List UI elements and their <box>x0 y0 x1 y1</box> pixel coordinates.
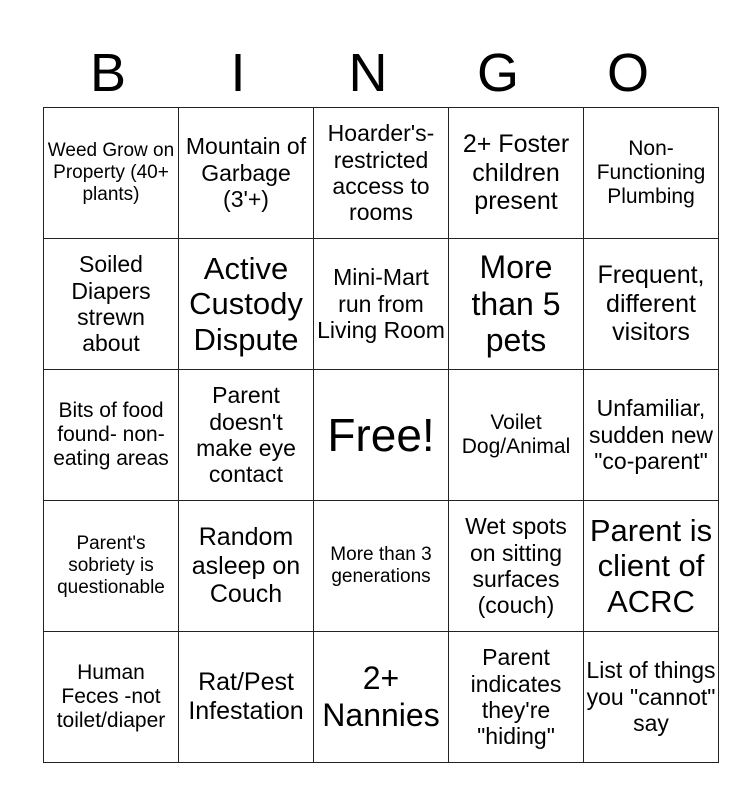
header-letter-n: N <box>348 43 388 103</box>
bingo-cell[interactable]: Hoarder's-restricted access to rooms <box>314 108 449 239</box>
bingo-cell[interactable]: Rat/Pest Infestation <box>179 632 314 763</box>
bingo-cell[interactable]: Non-Functioning Plumbing <box>584 108 719 239</box>
bingo-cell[interactable]: Parent indicates they're "hiding" <box>449 632 584 763</box>
header-letter-g: G <box>476 43 519 103</box>
bingo-card <box>43 107 719 763</box>
bingo-cell[interactable]: Parent's sobriety is questionable <box>44 501 179 632</box>
bingo-header <box>43 40 693 106</box>
bingo-cell[interactable]: Bits of food found- non-eating areas <box>44 370 179 501</box>
bingo-row <box>44 239 719 370</box>
bingo-cell[interactable]: Mountain of Garbage (3'+) <box>179 108 314 239</box>
bingo-cell[interactable]: Wet spots on sitting surfaces (couch) <box>449 501 584 632</box>
free-space-cell[interactable]: Free! <box>314 370 449 501</box>
bingo-row <box>44 108 719 239</box>
bingo-cell[interactable]: List of things you "cannot" say <box>584 632 719 763</box>
bingo-cell[interactable]: Human Feces -not toilet/diaper <box>44 632 179 763</box>
bingo-cell[interactable]: Unfamiliar, sudden new "co-parent" <box>584 370 719 501</box>
bingo-cell[interactable]: Parent doesn't make eye contact <box>179 370 314 501</box>
header-letter-o: O <box>606 43 649 103</box>
bingo-row <box>44 501 719 632</box>
bingo-cell[interactable]: 2+ Foster children present <box>449 108 584 239</box>
bingo-cell[interactable]: Frequent, different visitors <box>584 239 719 370</box>
bingo-cell[interactable]: Voilet Dog/Animal <box>449 370 584 501</box>
bingo-cell[interactable]: More than 5 pets <box>449 239 584 370</box>
header-letter-b: B <box>89 43 127 103</box>
bingo-row <box>44 632 719 763</box>
bingo-cell[interactable]: 2+ Nannies <box>314 632 449 763</box>
bingo-cell[interactable]: Random asleep on Couch <box>179 501 314 632</box>
bingo-cell[interactable]: More than 3 generations <box>314 501 449 632</box>
header-letter-i: I <box>230 43 246 103</box>
bingo-row <box>44 370 719 501</box>
bingo-cell[interactable]: Parent is client of ACRC <box>584 501 719 632</box>
bingo-cell[interactable]: Active Custody Dispute <box>179 239 314 370</box>
bingo-cell[interactable]: Weed Grow on Property (40+ plants) <box>44 108 179 239</box>
bingo-cell[interactable]: Mini-Mart run from Living Room <box>314 239 449 370</box>
bingo-cell[interactable]: Soiled Diapers strewn about <box>44 239 179 370</box>
